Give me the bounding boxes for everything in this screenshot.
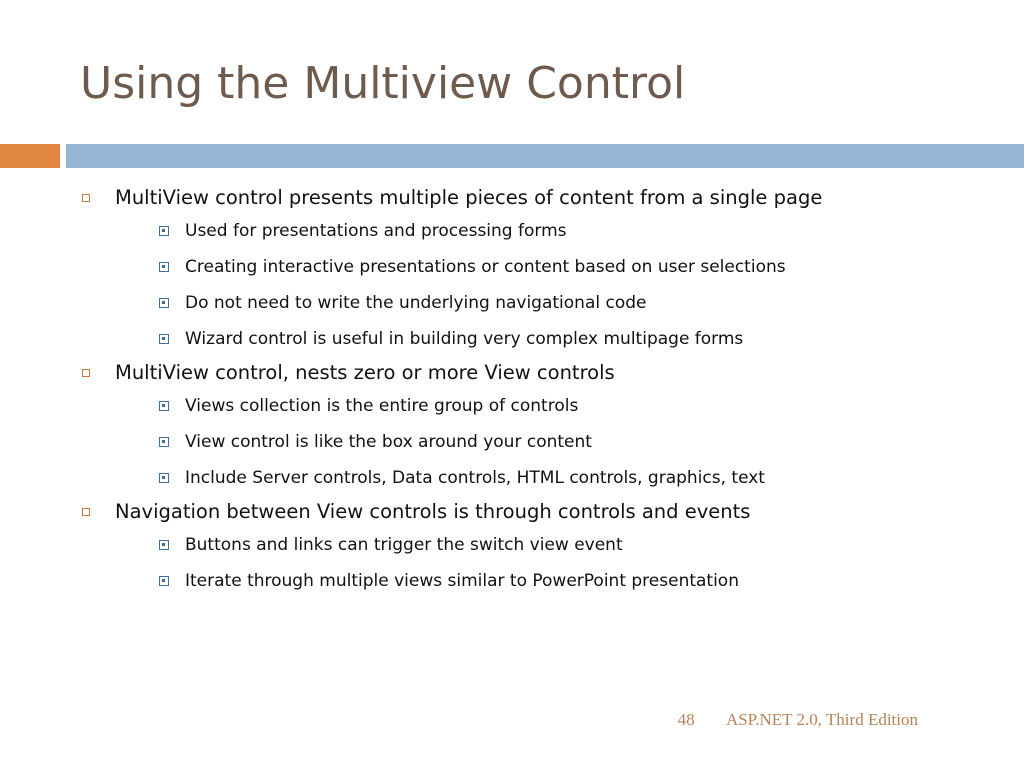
sub-bullet-text: View control is like the box around your content xyxy=(185,432,592,452)
box-bullet-icon xyxy=(159,226,169,236)
bullet-text: MultiView control, nests zero or more View controls xyxy=(115,361,615,384)
sub-bullet-text: Include Server controls, Data controls, HTML controls, graphics, text xyxy=(185,468,765,488)
sub-bullet-item xyxy=(115,219,1010,243)
square-bullet-icon xyxy=(82,369,90,377)
accent-bar-orange xyxy=(0,144,60,168)
box-bullet-icon xyxy=(159,262,169,272)
sub-bullet-item xyxy=(115,466,1010,490)
box-bullet-icon xyxy=(159,473,169,483)
box-bullet-icon xyxy=(159,401,169,411)
sub-bullet-text: Buttons and links can trigger the switch view event xyxy=(185,535,623,555)
bullet-item xyxy=(80,359,1010,490)
box-bullet-icon xyxy=(159,576,169,586)
box-bullet-icon xyxy=(159,298,169,308)
slide-title: Using the Multiview Control xyxy=(80,58,686,109)
sub-bullet-text: Views collection is the entire group of controls xyxy=(185,396,579,416)
book-title: ASP.NET 2.0, Third Edition xyxy=(725,710,918,729)
bullet-text: MultiView control presents multiple pieces of content from a single page xyxy=(115,186,823,209)
sub-bullet-item xyxy=(115,255,1010,279)
square-bullet-icon xyxy=(82,194,90,202)
sub-bullet-item xyxy=(115,569,1010,593)
box-bullet-icon xyxy=(159,334,169,344)
bullet-item xyxy=(80,498,1010,593)
sub-bullet-item xyxy=(115,430,1010,454)
square-bullet-icon xyxy=(82,508,90,516)
sub-bullet-item xyxy=(115,533,1010,557)
sub-bullet-text: Used for presentations and processing forms xyxy=(185,221,567,241)
slide-footer xyxy=(678,710,918,730)
sub-bullet-text: Do not need to write the underlying navigational code xyxy=(185,293,647,313)
sub-bullet-text: Wizard control is useful in building very complex multipage forms xyxy=(185,329,744,349)
sub-bullet-text: Iterate through multiple views similar to PowerPoint presentation xyxy=(185,571,739,591)
accent-bar-blue xyxy=(66,144,1024,168)
box-bullet-icon xyxy=(159,437,169,447)
sub-bullet-item xyxy=(115,394,1010,418)
sub-bullet-list xyxy=(115,533,1010,593)
sub-bullet-item xyxy=(115,327,1010,351)
bullet-item xyxy=(80,184,1010,351)
sub-bullet-item xyxy=(115,291,1010,315)
bullet-text: Navigation between View controls is through controls and events xyxy=(115,500,751,523)
box-bullet-icon xyxy=(159,540,169,550)
sub-bullet-text: Creating interactive presentations or content based on user selections xyxy=(185,257,786,277)
bullet-list xyxy=(80,180,1010,593)
page-number: 48 xyxy=(677,710,695,729)
sub-bullet-list xyxy=(115,394,1010,490)
sub-bullet-list xyxy=(115,219,1010,351)
